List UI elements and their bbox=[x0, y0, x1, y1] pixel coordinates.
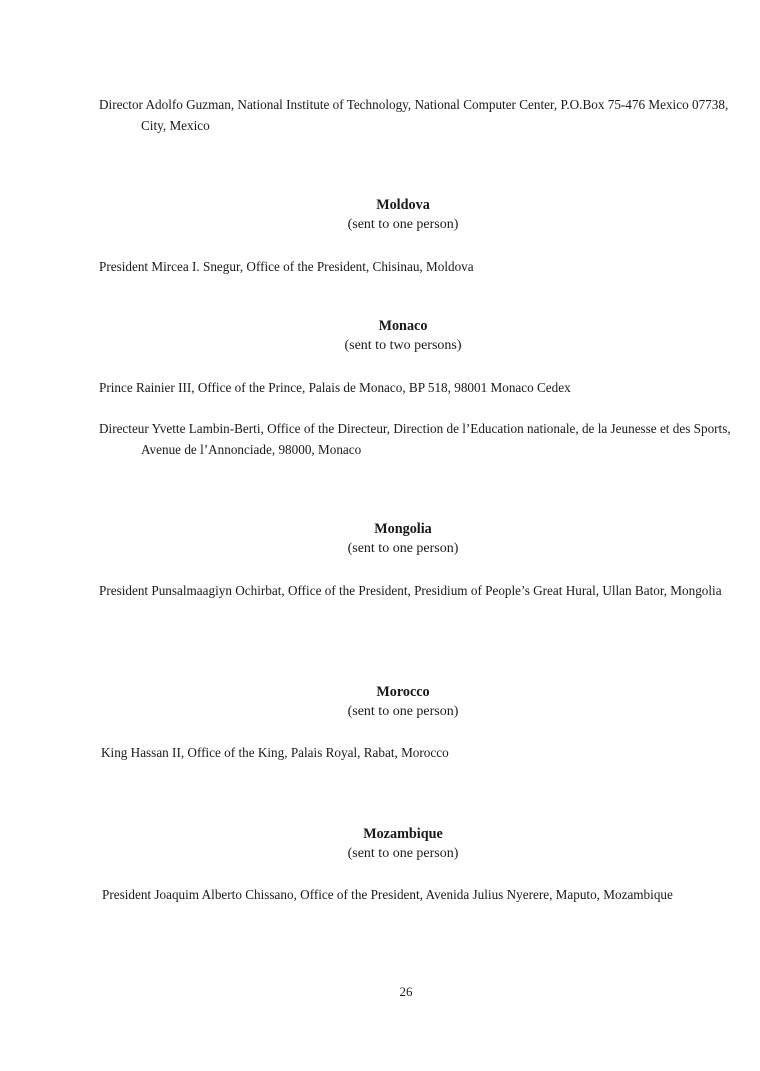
recipient-note: (sent to one person) bbox=[347, 704, 459, 719]
entry-morocco-king: King Hassan II, Office of the King, Palais Royal, Rabat, Morocco bbox=[101, 745, 449, 760]
entry-mozambique-president: President Joaquim Alberto Chissano, Office of the President, Avenida Julius Nyerere, Maputo, Mozambique bbox=[102, 887, 673, 902]
recipient-note: (sent to one person) bbox=[347, 541, 459, 556]
entry-mongolia-president: President Punsalmaagiyn Ochirbat, Office of the President, Presidium of People’s Great Hural, Ullan Bator, Mongolia bbox=[99, 583, 722, 598]
country-title: Morocco bbox=[376, 684, 430, 700]
page-number: 26 bbox=[399, 984, 413, 999]
section-heading-mongolia bbox=[0, 519, 760, 559]
section-heading-monaco bbox=[0, 316, 760, 356]
recipient-note: (sent to two persons) bbox=[344, 338, 462, 353]
country-title: Monaco bbox=[378, 318, 428, 334]
entry-mexico-director: Director Adolfo Guzman, National Institute of Technology, National Computer Center, P.O.Box 75-476 Mexico 07738, City, Mexico bbox=[99, 97, 729, 133]
recipient-note: (sent to one person) bbox=[347, 217, 459, 232]
entry-moldova-president: President Mircea I. Snegur, Office of the President, Chisinau, Moldova bbox=[99, 259, 474, 274]
entry-monaco-directeur: Directeur Yvette Lambin-Berti, Office of the Directeur, Direction de l’Education nationale, de la Jeunesse et des Sports, Avenue de l’Annonciade, 98000, Monaco bbox=[99, 421, 731, 457]
section-heading-moldova bbox=[0, 195, 760, 235]
country-title: Moldova bbox=[376, 197, 430, 213]
section-heading-mozambique bbox=[0, 824, 760, 864]
section-heading-morocco bbox=[0, 682, 760, 722]
country-title: Mongolia bbox=[374, 521, 432, 537]
entry-monaco-prince: Prince Rainier III, Office of the Prince, Palais de Monaco, BP 518, 98001 Monaco Cedex bbox=[99, 380, 571, 395]
country-title: Mozambique bbox=[363, 826, 443, 842]
recipient-note: (sent to one person) bbox=[347, 846, 459, 861]
